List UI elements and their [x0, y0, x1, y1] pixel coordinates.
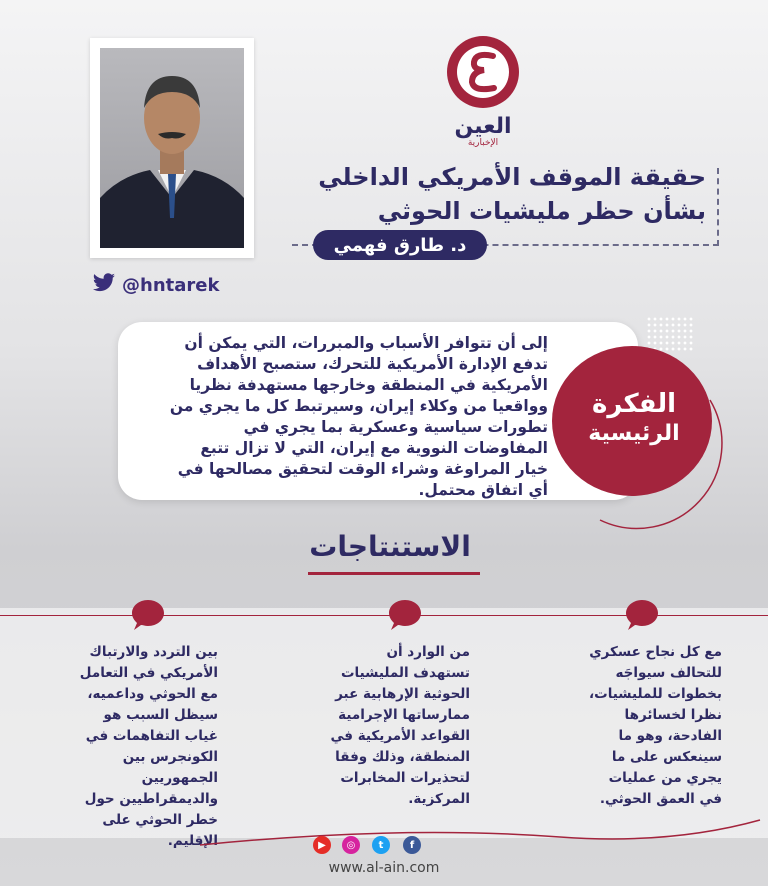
website-url[interactable]: www.al-ain.com [328, 860, 440, 876]
author-name: د. طارق فهمي [313, 230, 487, 260]
twitter-icon [92, 273, 116, 298]
twitter-handle[interactable] [92, 273, 219, 298]
title-line-2: بشأن حظر مليشيات الحوثي [377, 197, 706, 225]
title-line-1: حقيقة الموقف الأمريكي الداخلي [318, 163, 706, 191]
speech-bubble-icon [624, 598, 660, 632]
logo-subtitle: الإخبارية [467, 138, 499, 148]
main-idea-label-line2: الرئيسية [588, 421, 680, 446]
facebook-icon[interactable]: f [403, 836, 421, 854]
speech-bubble-icon [387, 598, 423, 632]
page-title [286, 160, 706, 228]
main-idea-text: إلى أن تتوافر الأسباب والمبررات، التي يمكن أن تدفع الإدارة الأمريكية للتحرك، ستصبح الأهداف الأمريكية في المنطقة وخارجها مستهدفة نظريا وواقعيا من وكلاء إيران، وسيرتبط كل ما يجري من تطورات سياسية وعسكرية بما يجري في المفاوضات النووية مع إيران، التي لا تزال تتبع خيار المراوغة وشراء الوقت لتحقيق مصالحها في أي اتفاق محتمل. [169, 334, 548, 499]
conclusion-item-2: من الوارد أن تستهدف المليشيات الحوثية الإرهابية عبر ممارساتها الإجرامية القواعد الأمريكية في المنطقة، وذلك وفقا لتحذيرات المخابرات المركزية. [330, 644, 470, 807]
conclusion-item-1: مع كل نجاح عسكري للتحالف سيواجَه بخطوات للمليشيات، نظرا لخسائرها الفادحة، وهو ما سينعكس على ما يجري من عمليات في العمق الحوثي. [589, 644, 722, 807]
main-idea-label [560, 388, 708, 448]
conclusions-title: الاستنتاجات [309, 530, 471, 563]
instagram-icon[interactable]: ◎ [342, 836, 360, 854]
twitter-icon[interactable]: t [372, 836, 390, 854]
author-photo [100, 48, 244, 248]
conclusion-item-3: بين التردد والارتباك الأمريكي في التعامل مع الحوثي وداعميه، سيظل السبب هو غياب التفاهمات في الكونجرس بين الجمهوريين والديمقراطيين حول خطر الحوثي على الإقليم. [79, 644, 218, 849]
speech-bubble-icon [130, 598, 166, 632]
logo-name: العين [454, 114, 512, 139]
twitter-handle-text: @hntarek [122, 275, 220, 296]
main-idea-label-line1: الفكرة [591, 389, 677, 419]
decorative-wave [200, 815, 768, 855]
youtube-icon[interactable]: ▶ [313, 836, 331, 854]
conclusions-underline [308, 572, 480, 575]
